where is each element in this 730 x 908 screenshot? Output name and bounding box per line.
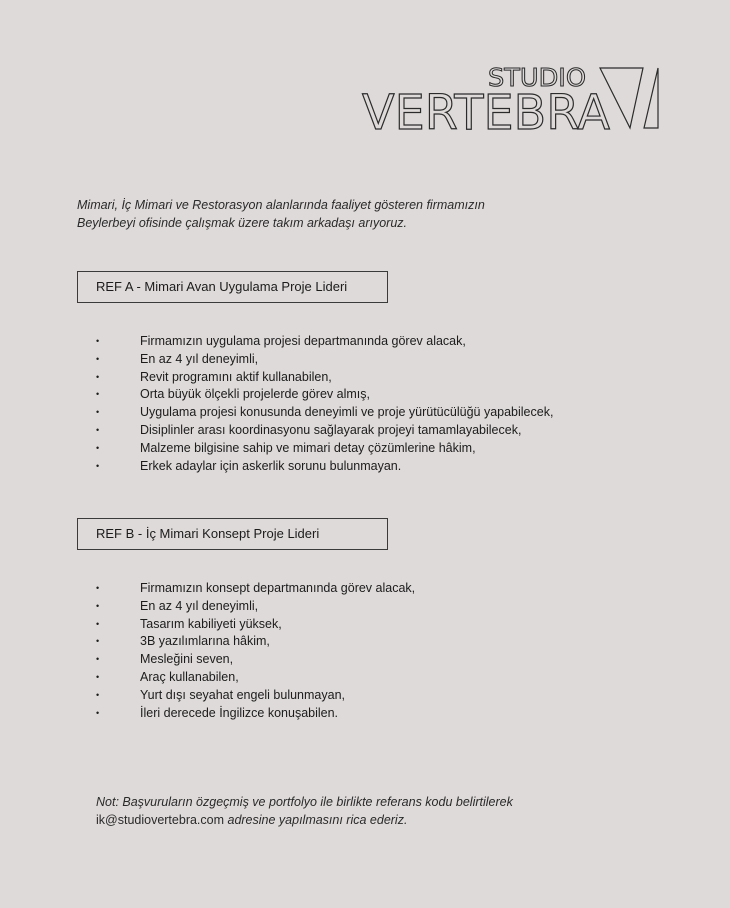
studio-vertebra-logo [360, 62, 665, 134]
bullet-icon: • [96, 442, 100, 453]
list-item [96, 633, 656, 651]
list-item-text: İleri derecede İngilizce konuşabilen. [140, 705, 339, 720]
list-item [96, 351, 656, 369]
list-item [96, 687, 656, 705]
logo-vertebra-text: VERTEBRA [362, 85, 611, 134]
list-item-text: Tasarım kabiliyeti yüksek, [140, 616, 282, 631]
logo-graphic [360, 62, 665, 134]
ref-a-requirements-list [96, 333, 656, 475]
ref-b-title-box [77, 518, 388, 550]
list-item-text: Firmamızın konsept departmanında görev alacak, [140, 581, 416, 595]
ref-a-title-box [77, 271, 388, 303]
logo-studio-text: STUDIO [488, 63, 586, 92]
bullet-icon: • [96, 636, 100, 647]
list-item-text: Firmamızın uygulama projesi departmanında görev alacak, [140, 334, 466, 348]
list-item-text: Revit programını aktif kullanabilen, [140, 369, 332, 384]
note-line-2 [96, 811, 656, 829]
ref-a-title: REF A - Mimari Avan Uygulama Proje Lideri [96, 279, 348, 294]
list-item [96, 705, 656, 723]
bullet-icon: • [96, 600, 100, 611]
list-item-text: Disiplinler arası koordinasyonu sağlayarak projeyi tamamlayabilecek, [140, 422, 522, 437]
intro-line-2: Beylerbeyi ofisinde çalışmak üzere takım arkadaşı arıyoruz. [77, 216, 407, 230]
list-item [96, 580, 656, 598]
bullet-icon: • [96, 707, 100, 718]
note-line-1: Not: Başvuruların özgeçmiş ve portfolyo ile birlikte referans kodu belirtilerek [96, 795, 513, 809]
list-item [96, 404, 656, 422]
bullet-icon: • [96, 583, 100, 593]
note-line-2-text: adresine yapılmasını rica ederiz. [224, 813, 408, 827]
bullet-icon: • [96, 654, 100, 665]
bullet-icon: • [96, 371, 100, 382]
list-item [96, 651, 656, 669]
bullet-icon: • [96, 336, 100, 346]
bullet-icon: • [96, 671, 100, 682]
list-item-text: Yurt dışı seyahat engeli bulunmayan, [140, 687, 345, 702]
list-item [96, 598, 656, 616]
list-item [96, 333, 656, 351]
list-item [96, 422, 656, 440]
bullet-icon: • [96, 689, 100, 700]
list-item [96, 669, 656, 687]
list-item [96, 616, 656, 634]
logo-slash-icon [644, 68, 658, 128]
list-item [96, 386, 656, 404]
list-item-text: Malzeme bilgisine sahip ve mimari detay çözümlerine hâkim, [140, 440, 476, 455]
list-item-text: En az 4 yıl deneyimli, [140, 351, 259, 366]
contact-email-link[interactable]: ik@studiovertebra.com [96, 813, 225, 827]
list-item-text: Araç kullanabilen, [140, 669, 239, 684]
ref-b-title: REF B - İç Mimari Konsept Proje Lideri [96, 526, 320, 541]
bullet-icon: • [96, 407, 100, 418]
bullet-icon: • [96, 353, 100, 364]
application-note [96, 793, 656, 829]
list-item-text: Erkek adaylar için askerlik sorunu bulunmayan. [140, 458, 402, 473]
list-item-text: Uygulama projesi konusunda deneyimli ve proje yürütücülüğü yapabilecek, [140, 405, 554, 420]
list-item [96, 458, 656, 476]
list-item [96, 440, 656, 458]
list-item-text: Mesleğini seven, [140, 652, 234, 667]
bullet-icon: • [96, 618, 100, 629]
list-item-text: En az 4 yıl deneyimli, [140, 598, 259, 613]
list-item [96, 369, 656, 387]
bullet-icon: • [96, 460, 100, 471]
list-item-text: 3B yazılımlarına hâkim, [140, 634, 270, 649]
ref-b-requirements-list [96, 580, 656, 722]
intro-text [77, 196, 637, 232]
list-item-text: Orta büyük ölçekli projelerde görev almış, [140, 387, 370, 402]
intro-line-1: Mimari, İç Mimari ve Restorasyon alanlarında faaliyet gösteren firmamızın [77, 198, 485, 212]
bullet-icon: • [96, 389, 100, 400]
bullet-icon: • [96, 424, 100, 435]
